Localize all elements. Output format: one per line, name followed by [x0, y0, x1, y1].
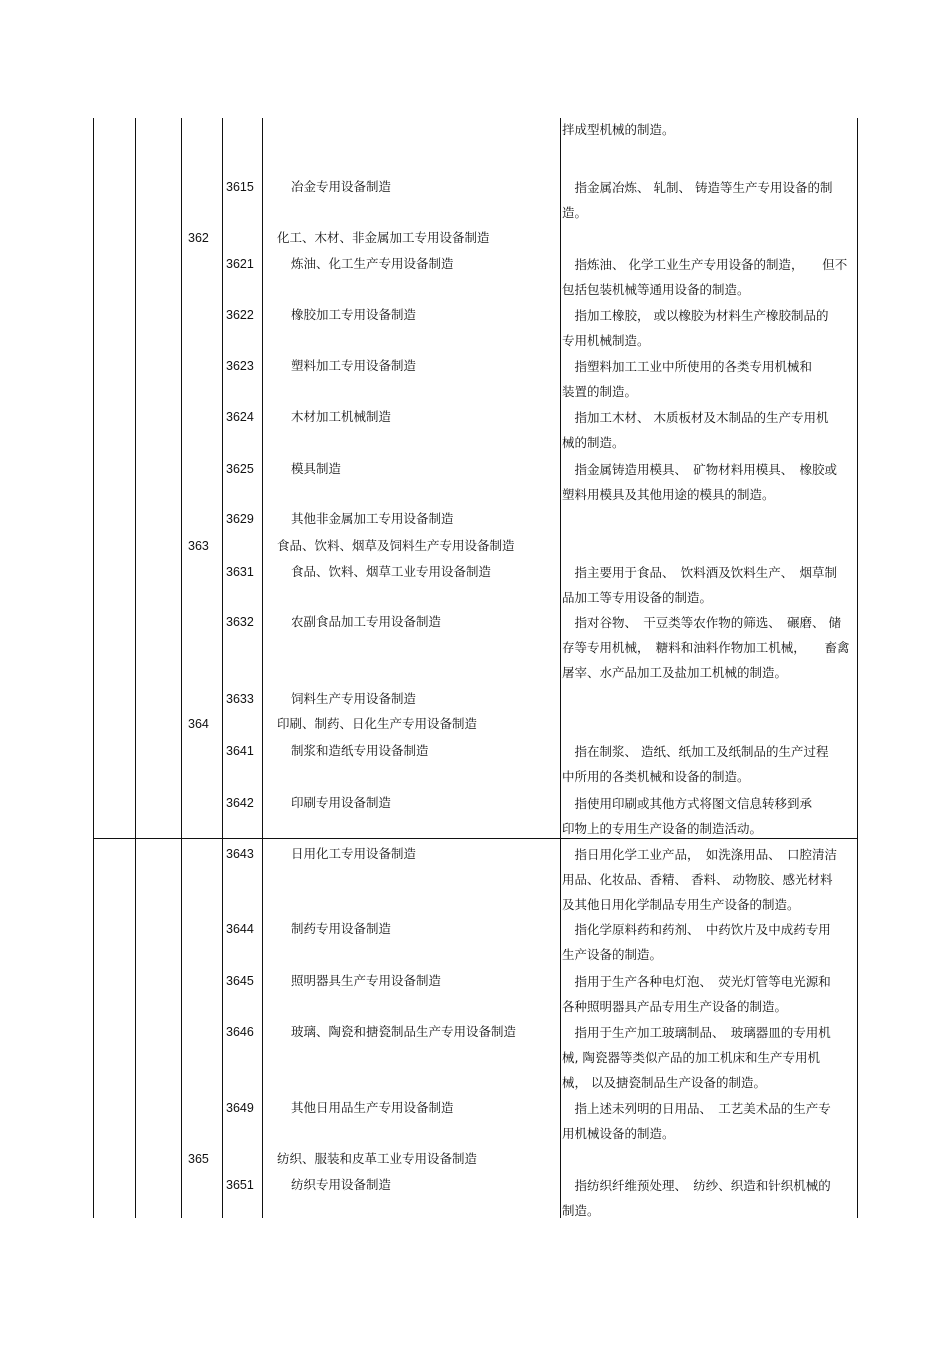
class-name: 食品、饮料、烟草工业专用设备制造	[291, 564, 492, 579]
class-description	[562, 917, 856, 967]
table-column-rule	[857, 838, 858, 1218]
description-line: 及其他日用化学制品专用生产设备的制造。	[562, 897, 800, 912]
class-description	[562, 354, 856, 404]
description-line: 械的制造。	[562, 435, 625, 450]
class-name: 制药专用设备制造	[291, 921, 392, 936]
class-code: 3646	[226, 1025, 254, 1039]
class-name: 化工、木材、非金属加工专用设备制造	[277, 230, 490, 245]
description-line: 指纺织纤维预处理、 纺纱、织造和针织机械的	[562, 1178, 831, 1193]
class-description	[562, 175, 856, 225]
class-name: 纺织专用设备制造	[291, 1177, 392, 1192]
table-column-rule	[181, 838, 182, 1218]
description-line: 造。	[562, 205, 588, 220]
class-code: 3621	[226, 257, 254, 271]
class-description	[562, 842, 856, 917]
description-line: 械， 以及搪瓷制品生产设备的制造。	[562, 1075, 766, 1090]
class-description	[562, 303, 856, 353]
class-code: 3644	[226, 922, 254, 936]
description-line: 械, 陶瓷器等类似产品的加工机床和生产专用机	[562, 1050, 820, 1065]
class-name: 橡胶加工专用设备制造	[291, 307, 417, 322]
class-description	[562, 1096, 856, 1146]
description-line: 指使用印刷或其他方式将图文信息转移到承	[562, 796, 813, 811]
description-line: 塑料用模具及其他用途的模具的制造。	[562, 487, 775, 502]
table-column-rule	[560, 118, 561, 838]
class-name: 玻璃、陶瓷和搪瓷制品生产专用设备制造	[291, 1024, 517, 1039]
description-line: 指对谷物、 干豆类等农作物的筛选、 碾磨、 储	[562, 615, 841, 630]
category-code: 364	[188, 717, 209, 731]
description-line: 拌成型机械的制造。	[562, 122, 675, 137]
class-name: 制浆和造纸专用设备制造	[291, 743, 429, 758]
table-column-rule	[262, 118, 263, 838]
class-name: 印刷、制药、日化生产专用设备制造	[277, 716, 478, 731]
class-code: 3645	[226, 974, 254, 988]
description-line: 指金属铸造用模具、 矿物材料用模具、 橡胶或	[562, 462, 838, 477]
class-code: 3633	[226, 692, 254, 706]
class-description	[562, 252, 856, 302]
class-code: 3631	[226, 565, 254, 579]
class-description	[562, 117, 856, 142]
class-name: 饲料生产专用设备制造	[291, 691, 417, 706]
description-line: 指炼油、 化学工业生产专用设备的制造， 但不	[562, 257, 848, 272]
class-name: 塑料加工专用设备制造	[291, 358, 417, 373]
class-name: 食品、饮料、烟草及饲料生产专用设备制造	[277, 538, 515, 553]
class-description	[562, 610, 856, 685]
class-name: 木材加工机械制造	[291, 409, 392, 424]
class-description	[562, 969, 856, 1019]
class-description	[562, 457, 856, 507]
class-code: 3651	[226, 1178, 254, 1192]
description-line: 指用于生产加工玻璃制品、 玻璃器皿的专用机	[562, 1025, 831, 1040]
class-code: 3643	[226, 847, 254, 861]
table-column-rule	[135, 838, 136, 1218]
description-line: 专用机械制造。	[562, 333, 650, 348]
class-description	[562, 1020, 856, 1095]
description-line: 指加工木材、 木质板材及木制品的生产专用机	[562, 410, 829, 425]
class-description	[562, 405, 856, 455]
description-line: 各种照明器具产品专用生产设备的制造。	[562, 999, 788, 1014]
description-line: 指在制浆、 造纸、纸加工及纸制品的生产过程	[562, 744, 829, 759]
class-description	[562, 1173, 856, 1223]
class-name: 印刷专用设备制造	[291, 795, 392, 810]
class-code: 3632	[226, 615, 254, 629]
description-line: 指上述未列明的日用品、 工艺美术品的生产专	[562, 1101, 831, 1116]
description-line: 指用于生产各种电灯泡、 荧光灯管等电光源和	[562, 974, 831, 989]
class-code: 3624	[226, 410, 254, 424]
class-name: 炼油、化工生产专用设备制造	[291, 256, 454, 271]
category-code: 365	[188, 1152, 209, 1166]
table-column-rule	[262, 838, 263, 1218]
class-description	[562, 739, 856, 789]
class-description	[562, 791, 856, 841]
table-column-rule	[93, 118, 94, 838]
description-line: 存等专用机械， 糖料和油料作物加工机械， 畜禽	[562, 640, 850, 655]
class-code: 3622	[226, 308, 254, 322]
description-line: 屠宰、水产品加工及盐加工机械的制造。	[562, 665, 788, 680]
description-line: 包括包装机械等通用设备的制造。	[562, 282, 750, 297]
class-code: 3629	[226, 512, 254, 526]
table-column-rule	[857, 118, 858, 838]
description-line: 品加工等专用设备的制造。	[562, 590, 713, 605]
description-line: 指日用化学工业产品， 如洗涤用品、 口腔清洁	[562, 847, 838, 862]
class-code: 3649	[226, 1101, 254, 1115]
description-line: 生产设备的制造。	[562, 947, 663, 962]
class-name: 照明器具生产专用设备制造	[291, 973, 442, 988]
description-line: 用机械设备的制造。	[562, 1126, 675, 1141]
class-name: 农副食品加工专用设备制造	[291, 614, 442, 629]
description-line: 装置的制造。	[562, 384, 638, 399]
class-code: 3615	[226, 180, 254, 194]
table-column-rule	[93, 838, 94, 1218]
class-code: 3642	[226, 796, 254, 810]
table-column-rule	[222, 118, 223, 838]
category-code: 362	[188, 231, 209, 245]
class-name: 冶金专用设备制造	[291, 179, 392, 194]
class-code: 3623	[226, 359, 254, 373]
table-column-rule	[181, 118, 182, 838]
description-line: 中所用的各类机械和设备的制造。	[562, 769, 750, 784]
description-line: 指主要用于食品、 饮料酒及饮料生产、 烟草制	[562, 565, 838, 580]
description-line: 印物上的专用生产设备的制造活动。	[562, 821, 763, 836]
description-line: 指加工橡胶， 或以橡胶为材料生产橡胶制品的	[562, 308, 829, 323]
table-column-rule	[560, 838, 561, 1218]
description-line: 指金属冶炼、 轧制、 铸造等生产专用设备的制	[562, 180, 833, 195]
class-name: 其他非金属加工专用设备制造	[291, 511, 454, 526]
description-line: 制造。	[562, 1203, 600, 1218]
class-name: 日用化工专用设备制造	[291, 846, 417, 861]
description-line: 指化学原料药和药剂、 中药饮片及中成药专用	[562, 922, 831, 937]
description-line: 用品、化妆品、香精、 香料、 动物胶、感光材料	[562, 872, 833, 887]
class-name: 模具制造	[291, 461, 342, 476]
class-code: 3625	[226, 462, 254, 476]
class-name: 纺织、服装和皮革工业专用设备制造	[277, 1151, 478, 1166]
description-line: 指塑料加工工业中所使用的各类专用机械和	[562, 359, 813, 374]
class-name: 其他日用品生产专用设备制造	[291, 1100, 454, 1115]
table-column-rule	[222, 838, 223, 1218]
table-column-rule	[135, 118, 136, 838]
category-code: 363	[188, 539, 209, 553]
class-description	[562, 560, 856, 610]
class-code: 3641	[226, 744, 254, 758]
